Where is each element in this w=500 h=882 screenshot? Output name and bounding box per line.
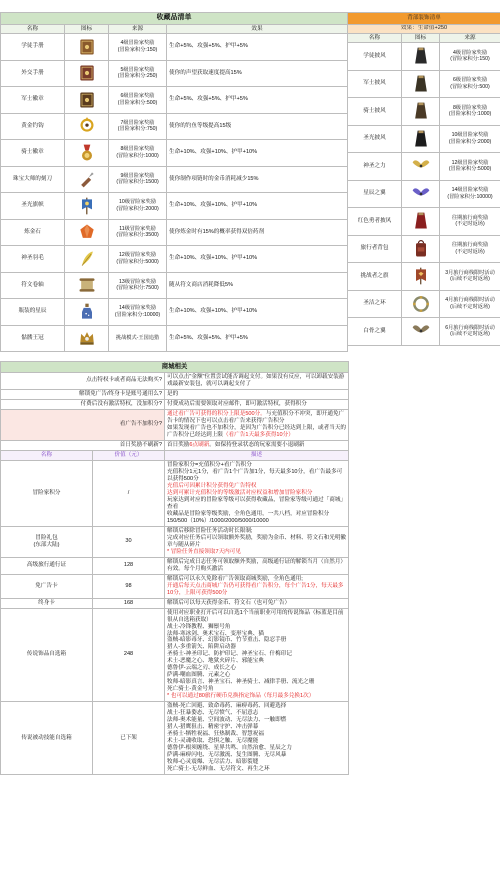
item-name: 符文卷轴 <box>1 272 65 299</box>
desc-line: 充值后可因累计积分获得免广告特权 <box>167 482 257 489</box>
item-icon-cell <box>65 166 109 193</box>
shop-row <box>1 526 349 557</box>
cloak-name: 军士披风 <box>348 70 402 98</box>
faq-answer-text: 是的 <box>167 390 179 397</box>
desc-line: 圣骑士-神圣印记、防护印记、神圣宝石、什梅印记 <box>167 651 292 658</box>
hook-icon <box>65 116 108 136</box>
item-icon-cell <box>65 140 109 167</box>
collection-row <box>1 246 348 273</box>
item-name: 珠宝大师的刻刀 <box>1 166 65 193</box>
faq-answer-prefix: 首日奖励 <box>167 441 190 448</box>
shop-item-desc <box>165 702 349 775</box>
item-name: 黄金钓钩 <box>1 113 65 140</box>
cloak-source: 3月旅行商栈限时活动 (后续不定时返场) <box>440 263 500 291</box>
scroll-icon <box>65 275 108 295</box>
cloak-source-header: 来源 <box>440 34 500 43</box>
faq-row <box>1 399 349 409</box>
cloak-icon <box>402 46 439 66</box>
collection-row <box>1 219 348 246</box>
faq-answer-text: 可以点击"金额"位置尝试能否调起支付。如果没有反应，可以卸载安装游戏最新安装包，就可以调起支付了 <box>167 374 345 387</box>
desc-line: 收藏品是冒险家等级奖励，全角色通用，一共八档，对应冒险积分150/500（10%）/1000/2000/5000/10000 <box>167 510 330 524</box>
cloak-icon <box>402 129 439 149</box>
item-icon-cell <box>65 113 109 140</box>
shop-item-value: / <box>93 460 165 526</box>
cloak-row <box>348 98 500 126</box>
cloak-source: 4月旅行商栈限时活动 (后续不定时返场) <box>440 290 500 318</box>
faq-question: 付费后没有激活特权，没加积分? <box>1 399 165 409</box>
faq-row <box>1 389 349 399</box>
book-icon <box>65 63 108 83</box>
cloak-icon-cell <box>402 125 440 153</box>
cloak-icon <box>402 101 439 121</box>
item-source: 挑战模式-王国追猎 <box>109 325 167 352</box>
faq-question: 看广告不加积分? <box>1 409 165 440</box>
collection-row <box>1 34 348 61</box>
shop-row <box>1 598 349 608</box>
cloak-source: 6月旅行商栈限时活动 (后续不定时返场) <box>440 318 500 346</box>
shop-item-value: 248 <box>93 608 165 702</box>
cloak-name: 圣光披风 <box>348 125 402 153</box>
shop-table <box>0 361 349 775</box>
feather-icon <box>65 249 108 269</box>
item-source: 14级冒险家奖励 (冒险家积分:10000) <box>109 299 167 326</box>
shop-item-desc <box>165 598 349 608</box>
crown-icon <box>65 328 108 348</box>
faq-question: 点击特权卡或者商品无法购买? <box>1 373 165 390</box>
cloak-icon-cell <box>402 235 440 263</box>
shop-item-desc <box>165 526 349 557</box>
item-name: 骷髅王冠 <box>1 325 65 352</box>
cloak-title <box>348 13 500 25</box>
item-icon-cell <box>65 34 109 61</box>
item-name: 神圣羽毛 <box>1 246 65 273</box>
desc-line: 法师-奥术能量、空间波动、无尽法力、一触即燃 <box>167 717 287 724</box>
cloak-icon-cell <box>402 318 440 346</box>
desc-line: 充值积分1元1分，看广告1个广告加1分，每天最多10分，看广告最多可以获得500分 <box>167 468 343 482</box>
shop-item-desc <box>165 557 349 574</box>
shop-item-name: 传说饰品自选箱 <box>1 608 93 702</box>
cloak-name: 骑士披风 <box>348 98 402 126</box>
cloak-row <box>348 263 500 291</box>
shop-item-value: 168 <box>93 598 165 608</box>
cloak-name: 神圣之力 <box>348 153 402 181</box>
item-name: 骑士徽章 <box>1 140 65 167</box>
desc-line: 猎人-多重箭矢、陷阱启动器 <box>167 644 236 651</box>
shop-item-name: 传说被动技能自选箱 <box>1 702 93 775</box>
faq-question: 解锁免广告/终身卡是账号通用么? <box>1 389 165 399</box>
cloak-row <box>348 43 500 71</box>
cloak-source: 4级冒险家奖励 (冒险家积分:150) <box>440 43 500 71</box>
book-icon <box>65 37 108 57</box>
cloak-source: 往期旅行商奖励 (不定时返场) <box>440 235 500 263</box>
cloak-row <box>348 208 500 236</box>
cloak-icon-cell <box>402 263 440 291</box>
item-effect: 使你的钓鱼等级提高15级 <box>167 113 348 140</box>
faq-answer-note: （看广告1天最多获得10分） <box>222 431 294 438</box>
cloak-source: 14级冒险家奖励 (冒险家积分:10000) <box>440 180 500 208</box>
cloak-name: 圣洁之环 <box>348 290 402 318</box>
desc-line: 战士-狂暴姿态、无尽愤气、不屈意志 <box>167 710 259 717</box>
desc-line: * 也可以通过80旅行硬币兑换指定饰品（每月最多兑换1次） <box>167 693 315 700</box>
desc-line: 牧师-心灵震爆、无尽活力、暗影裂缝 <box>167 759 259 766</box>
chisel-icon <box>65 169 108 189</box>
item-source: 12级冒险家奖励 (冒险家积分:5000) <box>109 246 167 273</box>
shop-row <box>1 574 349 598</box>
item-source: 13级冒险家奖励 (冒险家积分:7500) <box>109 272 167 299</box>
desc-line: 死亡骑士-黄金号角 <box>167 686 214 693</box>
item-source: 9级冒险家奖励 (冒险家积分:1500) <box>109 166 167 193</box>
cloak-icon-cell <box>402 180 440 208</box>
cloak-icon-cell <box>402 43 440 71</box>
shop-item-name: 冒险家积分 <box>1 460 93 526</box>
collection-title: 收藏品清单 <box>1 13 348 25</box>
item-name: 炼金石 <box>1 219 65 246</box>
shop-row <box>1 557 349 574</box>
shop-header-desc: 描述 <box>165 450 349 460</box>
desc-line: 死亡骑士-无尽鲜血、无尽符文、再生之环 <box>167 766 270 773</box>
shop-title: 商城相关 <box>1 362 349 373</box>
bottle-icon <box>65 302 108 322</box>
cloak-source: 10级冒险家奖励 (冒险家积分:2000) <box>440 125 500 153</box>
item-name: 军士徽章 <box>1 87 65 114</box>
cloak-icon-cell <box>402 208 440 236</box>
faq-answer-highlight: 6点刷新 <box>189 441 210 448</box>
cloak-icon <box>402 211 439 231</box>
shop-item-desc <box>165 608 349 702</box>
desc-line: 玩家达到对应的冒险家等级可以获得收藏品，冒险家等级可通过「商城」查看 <box>167 496 347 510</box>
item-source: 5级冒险家奖励 (冒险家积分:250) <box>109 60 167 87</box>
cloak-name: 学徒披风 <box>348 43 402 71</box>
cloak-row <box>348 125 500 153</box>
item-name: 学徒手册 <box>1 34 65 61</box>
cloak-source: 12级冒险家奖励 (冒险家积分:5000) <box>440 153 500 181</box>
desc-line: 完成对应任务后可以领取额外奖励，奖励为金币、材料、符文石和光明徽章与随从碎片 <box>167 534 347 548</box>
desc-line: 法师-寒冰剑、奥术宝石、变形宝典、猫 <box>167 630 264 637</box>
book-icon <box>65 90 108 110</box>
desc-line: 解锁后可以每天获得金币、符文石（也可免广告） <box>167 599 291 606</box>
faq-question: 首日奖励不刷新? <box>1 440 165 450</box>
item-effect: 生命+5%、攻强+5%、护甲+5% <box>167 87 348 114</box>
cloak-subtitle: 效果：生命值+250 <box>348 25 500 34</box>
faq-answer <box>165 440 349 450</box>
faq-row <box>1 373 349 390</box>
desc-line: 解锁后完成日志任务可领取额外奖励，高级通行证的解锁当月（自然月）有效。每个月购买激活 <box>167 558 347 572</box>
item-name: 外交手册 <box>1 60 65 87</box>
cloak-title-text: 背部装饰清单 <box>407 14 441 21</box>
faq-row <box>1 440 349 450</box>
item-effect: 使你制作项链时的金币消耗减少15% <box>167 166 348 193</box>
cloak-name: 红色勇者披风 <box>348 208 402 236</box>
faq-answer-text: 付费成功后需要领取对应邮件，即可激活特权，获得积分 <box>167 400 307 407</box>
cloak-row <box>348 290 500 318</box>
collection-row <box>1 87 348 114</box>
item-effect: 生命+5%、攻强+5%、护甲+5% <box>167 34 348 61</box>
item-name: 圣光旗帜 <box>1 193 65 220</box>
shop-row <box>1 702 349 775</box>
faq-answer <box>165 409 349 440</box>
cloak-name: 挑战者之旗 <box>348 263 402 291</box>
faq-answer <box>165 373 349 390</box>
collection-row <box>1 140 348 167</box>
item-source: 6级冒险家奖励 (冒险家积分:500) <box>109 87 167 114</box>
cloak-name: 星辰之翼 <box>348 180 402 208</box>
desc-line: 冒险家积分=充值积分+看广告积分 <box>167 461 252 468</box>
cloak-icon-cell <box>402 98 440 126</box>
cloak-icon-cell <box>402 153 440 181</box>
item-icon-cell <box>65 193 109 220</box>
faq-answer-rest: 。如保持登录状态的玩家需要小退刷新 <box>209 441 305 448</box>
shop-item-value: 30 <box>93 526 165 557</box>
ring-icon <box>402 294 439 314</box>
item-effect: 生命+10%、攻强+10%、护甲+10% <box>167 246 348 273</box>
desc-line: 术士-恶魔之心、地狱火碎片、邪能宝典 <box>167 658 264 665</box>
desc-line: 解锁后可以永久免除看广告领取商城奖励，全角色通用; <box>167 575 303 582</box>
desc-line: 使用对应职业打开后可以自选1个当前职业可用的传说饰品（标蓝是目前很从自选箱获取） <box>167 609 344 623</box>
item-effect: 使你炼金时有15%的概率获得双倍药剂 <box>167 219 348 246</box>
shop-row <box>1 460 349 526</box>
banner-icon <box>65 196 108 216</box>
wings-icon <box>402 184 439 204</box>
cloak-name: 白骨之翼 <box>348 318 402 346</box>
item-effect: 随从符文商店消耗降低5% <box>167 272 348 299</box>
item-effect: 使你的声望获取速度提高15% <box>167 60 348 87</box>
desc-line: 术士-灵魂收取、恐惧之触、无尽魔能 <box>167 738 259 745</box>
cloak-row <box>348 235 500 263</box>
cloak-name-header: 名称 <box>348 34 402 43</box>
desc-line: 萨满-麻痹闪电、无尽激流、复生图腾、无尽风暴 <box>167 752 287 759</box>
collection-row <box>1 113 348 140</box>
cloak-source: 6级冒险家奖励 (冒险家积分:500) <box>440 70 500 98</box>
item-effect: 生命+5%、攻强+5%、护甲+5% <box>167 325 348 352</box>
stone-icon <box>65 222 108 242</box>
shop-item-value: 128 <box>93 557 165 574</box>
col-icon-header: 图标 <box>65 25 109 34</box>
medal-icon <box>65 143 108 163</box>
faq-answer-rest: 与充值积分不冲突，即开通免广告卡的情况下也可以点击看广告来获得广告积分 如果发现看广告也不加积分，是因为广告积分已经达到上限，或者当天的广告积分已经达到上限 <box>167 410 347 438</box>
desc-line: * 冒险任务直接领取7天内可见 <box>167 548 241 555</box>
item-name: 瓶装的星辰 <box>1 299 65 326</box>
desc-line: 达到可累计充值积分的等级激活对应权益和增加冒险家积分 <box>167 489 313 496</box>
desc-line: 盗贼-暗影毒牙、幻影镜币、竹节重击、隐忍手册 <box>167 637 287 644</box>
collection-row <box>1 166 348 193</box>
flag-icon <box>402 266 439 286</box>
shop-item-name: 冒险礼包 (东部大陆) <box>1 526 93 557</box>
shop-item-name: 免广告卡 <box>1 574 93 598</box>
item-icon-cell <box>65 219 109 246</box>
shop-item-desc <box>165 460 349 526</box>
faq-answer <box>165 389 349 399</box>
collection-row <box>1 325 348 352</box>
item-source: 7级冒险家奖励 (冒险家积分:750) <box>109 113 167 140</box>
desc-line: 开通后每天点击商城广告仍可获得看广告积分，每个广告1分，每天最多10分，上限可获得500分 <box>167 582 344 596</box>
shop-row <box>1 608 349 702</box>
cloak-row <box>348 153 500 181</box>
collection-section <box>0 12 347 352</box>
desc-line: 牧师-暗影真言、神圣宝石、神圣骑士、减律手册、流光之珊 <box>167 679 315 686</box>
wings-icon <box>402 156 439 176</box>
shop-header-name: 名称 <box>1 450 93 460</box>
item-source: 4级冒险家奖励 (冒险家积分:150) <box>109 34 167 61</box>
cloak-icon-header: 图标 <box>402 34 440 43</box>
cloak-row <box>348 318 500 346</box>
faq-answer <box>165 399 349 409</box>
item-effect: 生命+10%、攻强+10%、护甲+10% <box>167 193 348 220</box>
shop-header-value: 价值（元） <box>93 450 165 460</box>
col-source-header: 来源 <box>109 25 167 34</box>
desc-line: 战士-冷锋教程、狮鬃号角 <box>167 623 231 630</box>
cloak-table <box>347 12 500 346</box>
collection-row <box>1 60 348 87</box>
desc-line: 圣骑士-牺牲祝福、狂热制裁、智慧祝福 <box>167 731 264 738</box>
item-effect: 生命+10%、攻强+10%、护甲+10% <box>167 299 348 326</box>
item-effect: 生命+10%、攻强+10%、护甲+10% <box>167 140 348 167</box>
item-icon-cell <box>65 87 109 114</box>
col-effect-header: 效果 <box>167 25 348 34</box>
item-source: 10级冒险家奖励 (冒险家积分:2000) <box>109 193 167 220</box>
desc-line: 萨满-嘲血图腾、元素之心 <box>167 672 231 679</box>
shop-section <box>0 361 348 775</box>
wings-icon <box>402 321 439 341</box>
item-source: 8级冒险家奖励 (冒险家积分:1000) <box>109 140 167 167</box>
desc-line: 盗贼-死亡回避、致命毒药、麻痹毒药、回避选择 <box>167 703 287 710</box>
item-source: 11级冒险家奖励 (冒险家积分:3500) <box>109 219 167 246</box>
desc-line: 德鲁伊-根须缠绕、星界共鸣、自然治愈、星辰之力 <box>167 745 292 752</box>
cloak-icon-cell <box>402 290 440 318</box>
shop-header-row <box>1 450 349 460</box>
cloak-icon-cell <box>402 70 440 98</box>
item-icon-cell <box>65 299 109 326</box>
shop-item-desc <box>165 574 349 598</box>
collection-row <box>1 193 348 220</box>
backpack-icon <box>402 239 439 259</box>
collection-row <box>1 299 348 326</box>
cloak-icon <box>402 74 439 94</box>
cloak-name: 旅行者背包 <box>348 235 402 263</box>
item-icon-cell <box>65 246 109 273</box>
item-icon-cell <box>65 60 109 87</box>
desc-line: 解锁后移除冒险任务活动时长限制; <box>167 527 253 534</box>
cloak-row <box>348 70 500 98</box>
cloak-source: 8级冒险家奖励 (冒险家积分:1000) <box>440 98 500 126</box>
item-icon-cell <box>65 325 109 352</box>
faq-row <box>1 409 349 440</box>
col-name-header: 名称 <box>1 25 65 34</box>
desc-line: 猎人-猎鹰狙击、精密守护、冲击弹幕 <box>167 724 259 731</box>
cloak-section <box>347 12 500 346</box>
collection-row <box>1 272 348 299</box>
cloak-row <box>348 180 500 208</box>
shop-item-name: 终身卡 <box>1 598 93 608</box>
shop-item-value: 已下架 <box>93 702 165 775</box>
desc-line: 德鲁伊-云端之刃、成长之心 <box>167 665 236 672</box>
shop-item-value: 98 <box>93 574 165 598</box>
cloak-source: 往期旅行商奖励 (不定时返场) <box>440 208 500 236</box>
collection-table <box>0 12 348 352</box>
item-icon-cell <box>65 272 109 299</box>
shop-item-name: 高级旅行通行证 <box>1 557 93 574</box>
faq-answer-highlight: 通过看广告可获得的积分上限是500分。 <box>167 410 266 417</box>
